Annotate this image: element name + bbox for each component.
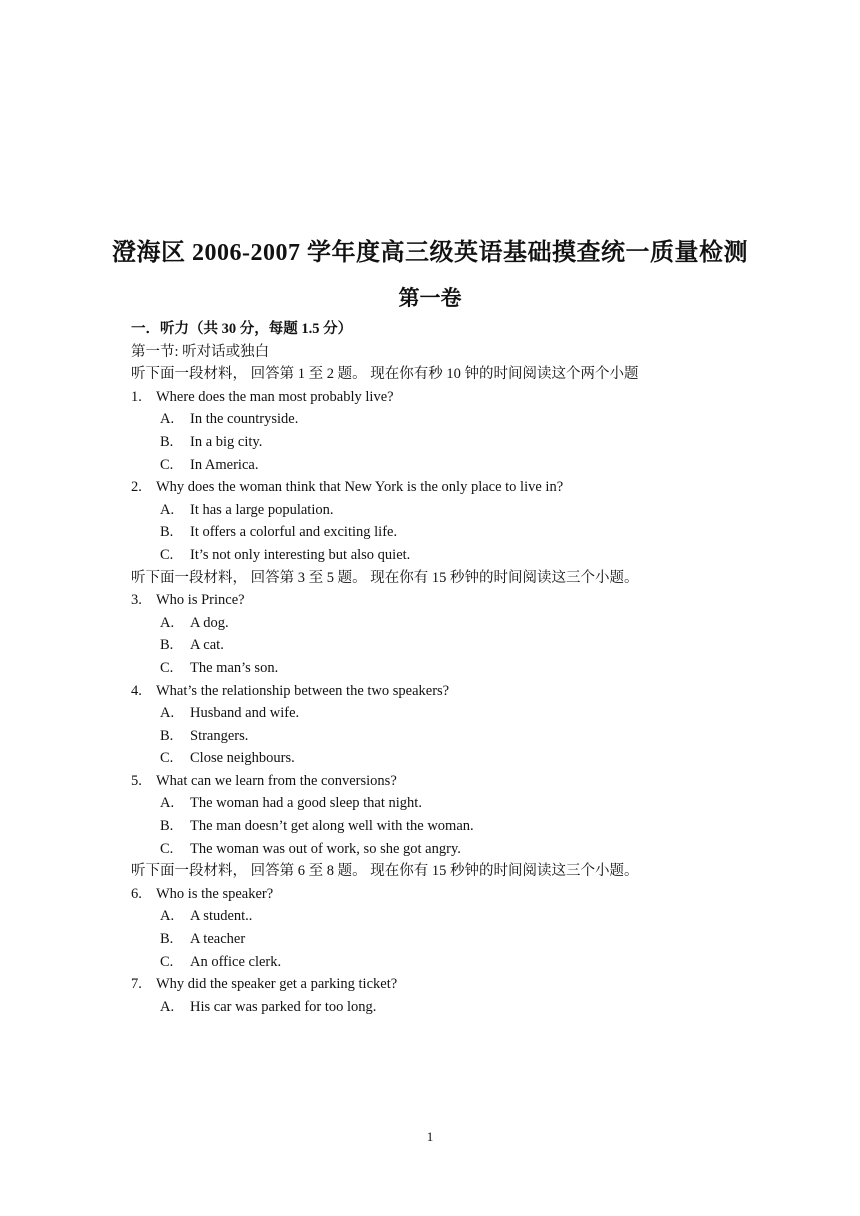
option-letter: C. xyxy=(160,456,174,473)
instruction-line: 听下面一段材料， 回答第 6 至 8 题。 现在你有 15 秒钟的时间阅读这三个小题。 xyxy=(131,863,639,880)
page-number: 1 xyxy=(426,1129,434,1144)
document-body xyxy=(131,318,771,1018)
option-text: Close neighbours. xyxy=(190,750,295,767)
question-text: What’s the relationship between the two speakers? xyxy=(156,682,450,699)
section-heading: 一．听力（共 30 分，每题 1.5 分） xyxy=(131,321,353,337)
option xyxy=(131,454,771,477)
option-text: It has a large population. xyxy=(190,501,334,518)
option xyxy=(131,747,771,770)
question-number: 4. xyxy=(131,682,142,699)
question-number: 2. xyxy=(131,479,142,496)
question-number: 5. xyxy=(131,772,142,789)
option xyxy=(131,657,771,680)
question xyxy=(131,973,771,996)
option-text: A teacher xyxy=(190,931,246,948)
option-text: His car was parked for too long. xyxy=(190,998,377,1015)
option-text: A student.. xyxy=(190,908,253,925)
option xyxy=(131,634,771,657)
option xyxy=(131,792,771,815)
option xyxy=(131,928,771,951)
option-text: The woman was out of work, so she got angry. xyxy=(190,840,461,857)
option-text: Strangers. xyxy=(190,727,249,744)
option xyxy=(131,702,771,725)
question-number: 7. xyxy=(131,976,142,993)
option-letter: C. xyxy=(160,750,174,767)
option-letter: A. xyxy=(160,501,175,518)
option-text: A dog. xyxy=(190,614,229,631)
question-text: Why did the speaker get a parking ticket? xyxy=(156,976,398,993)
option-letter: A. xyxy=(160,614,175,631)
option-letter: C. xyxy=(160,953,174,970)
question-text: Where does the man most probably live? xyxy=(156,388,394,405)
option-letter: B. xyxy=(160,727,174,744)
instruction-line: 听下面一段材料， 回答第 3 至 5 题。 现在你有 15 秒钟的时间阅读这三个小题。 xyxy=(131,569,639,586)
option-letter: B. xyxy=(160,524,174,541)
option xyxy=(131,996,771,1019)
option-letter: A. xyxy=(160,795,175,812)
option-letter: A. xyxy=(160,998,175,1015)
option xyxy=(131,544,771,567)
instruction-line: 听下面一段材料， 回答第 1 至 2 题。 现在你有秒 10 钟的时间阅读这个两个小题 xyxy=(131,366,639,383)
option-letter: A. xyxy=(160,411,175,428)
page-subtitle: 第一卷 xyxy=(398,286,462,310)
question xyxy=(131,680,771,703)
option-letter: C. xyxy=(160,840,174,857)
option-text: The man doesn’t get along well with the woman. xyxy=(190,818,474,835)
option-letter: A. xyxy=(160,705,175,722)
question xyxy=(131,883,771,906)
option xyxy=(131,951,771,974)
option xyxy=(131,838,771,861)
option-text: In a big city. xyxy=(190,433,263,450)
option-text: Husband and wife. xyxy=(190,705,300,722)
option xyxy=(131,521,771,544)
option xyxy=(131,408,771,431)
question-number: 6. xyxy=(131,885,142,902)
option-text: It’s not only interesting but also quiet. xyxy=(190,546,411,563)
question xyxy=(131,770,771,793)
option-letter: B. xyxy=(160,637,174,654)
question-text: What can we learn from the conversions? xyxy=(156,772,397,789)
option-letter: A. xyxy=(160,908,175,925)
option-text: In the countryside. xyxy=(190,411,299,428)
option-letter: C. xyxy=(160,546,174,563)
option-text: In America. xyxy=(190,456,259,473)
option xyxy=(131,431,771,454)
part-heading: 第一节: 听对话或独白 xyxy=(131,343,270,360)
question-text: Who is the speaker? xyxy=(156,885,274,902)
option xyxy=(131,905,771,928)
option-letter: B. xyxy=(160,433,174,450)
option xyxy=(131,499,771,522)
question xyxy=(131,589,771,612)
question-text: Why does the woman think that New York is the only place to live in? xyxy=(156,479,564,496)
option-text: A cat. xyxy=(190,637,224,654)
option-letter: B. xyxy=(160,818,174,835)
option-letter: C. xyxy=(160,659,174,676)
option xyxy=(131,815,771,838)
option-letter: B. xyxy=(160,931,174,948)
question-number: 3. xyxy=(131,592,142,609)
question xyxy=(131,476,771,499)
option-text: The woman had a good sleep that night. xyxy=(190,795,422,812)
question-number: 1. xyxy=(131,388,142,405)
page-title: 澄海区 2006-2007 学年度高三级英语基础摸查统一质量检测 xyxy=(112,240,748,266)
option-text: An office clerk. xyxy=(190,953,282,970)
option xyxy=(131,725,771,748)
question xyxy=(131,386,771,409)
question-text: Who is Prince? xyxy=(156,592,245,609)
option xyxy=(131,612,771,635)
option-text: It offers a colorful and exciting life. xyxy=(190,524,398,541)
option-text: The man’s son. xyxy=(190,659,279,676)
